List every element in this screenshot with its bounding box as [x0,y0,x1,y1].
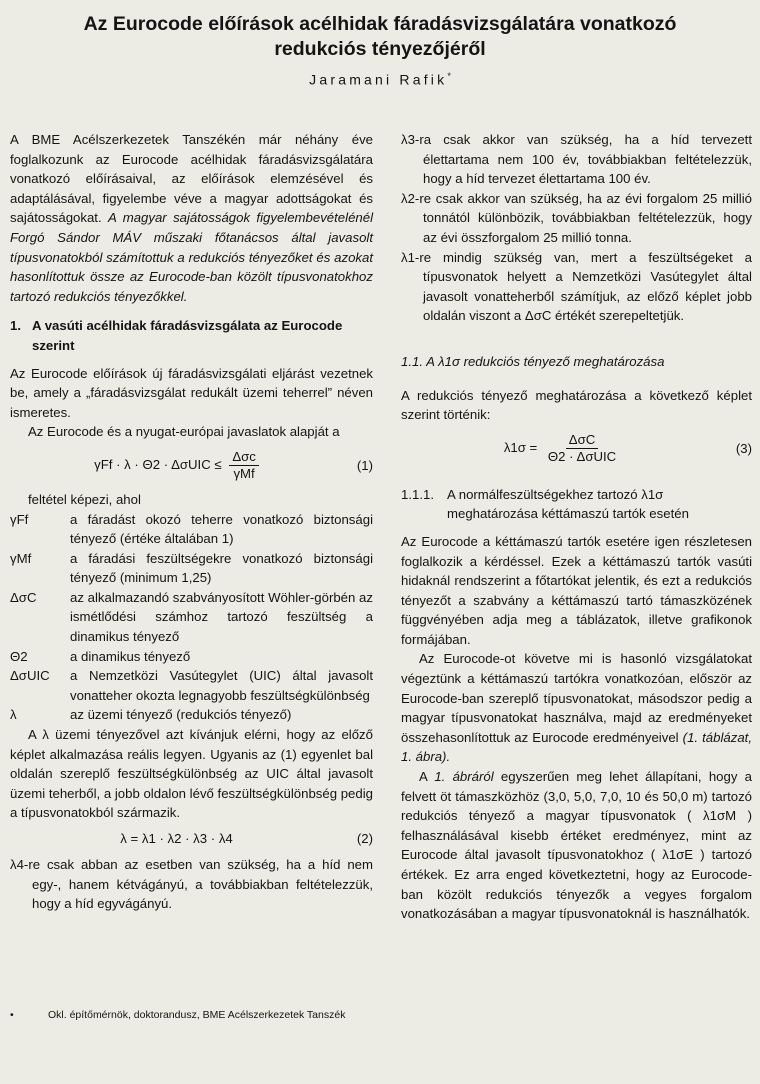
paragraph: Az Eurocode a kéttámaszú tartók esetére igen részletesen foglalkozik a kérdéssel. Ezek a kéttámaszú tartók vasúti hidaknál rendszerint a főtartókat jelentik, és ezt a redukciós tényezőt a szabvány a kéttámaszú tartó támaszközének függvényében adja meg a táblázatok, illetve grafikonok formájában. [401,533,752,647]
paragraph: A redukciós tényező meghatározása a következő képlet szerint történik: [401,387,752,423]
paragraph [401,649,752,767]
definition-symbol: ΔσC [10,589,37,605]
equation-body [10,449,343,482]
left-column [10,130,373,914]
definition-symbol: λ [10,707,17,723]
fraction-numerator: ΔσC [566,432,598,449]
figure-reference: 1. ábráról [434,769,494,785]
definition-row [10,510,373,549]
author-line [0,71,760,88]
right-column [401,130,752,924]
paragraph-text: A [419,769,428,785]
definition-row [10,588,373,647]
paragraph: Az Eurocode és a nyugat-európai javaslatok alapját a [28,424,340,440]
intro-paragraph [10,130,373,306]
article-title: Az Eurocode előírások acélhidak fáradásvizsgálatára vonatkozó redukciós tényezőjéről [83,13,677,60]
equation-number: (2) [356,831,373,847]
section-title: A vasúti acélhidak fáradásvizsgálata az Eurocode szerint [32,318,343,353]
paragraph-text: Az Eurocode-ot követve mi is hasonló vizsgálatokat végeztünk a kéttámaszú tartókra vonatkozóan, először az Eurocode-ban szereplő típusvonatokat, másodszor pedig a magyar típusvonatokat használva, majd az eredményeket összehasonlítottuk az Eurocode eredményeivel [401,651,752,745]
footnote-text: Okl. építőmérnök, doktorandusz, BME Acélszerkezetek Tanszék [48,1009,346,1021]
section-number: 1.1.1. [401,486,434,502]
definition-row [10,666,373,705]
definition-row [10,705,373,725]
paragraph [401,767,752,924]
equation-fraction [229,449,259,482]
section-title: A normálfeszültségekhez tartozó λ1σ meghatározása kéttámaszú tartók esetén [447,486,689,522]
definition-symbol: γFf [10,511,29,527]
definition-symbol: Θ2 [10,648,28,664]
lambda-3-note: λ3-ra csak akkor van szükség, ha a híd tervezett élettartama nem 100 év, továbbiakban feltételezzük, hogy a híd tervezet élettartama 100 év. [401,132,752,187]
equation-body: λ = λ1 · λ2 · λ3 · λ4 [120,831,233,847]
intro-plain-text: A BME Acélszerkezetek Tanszékén már néhány éve foglalkozunk az Eurocode acélhidak fáradásvizsgálatára vonatkozó előírásaival, az előírások elemzésével és adaptálásával, figyelembe véve a magyar adottságokat és sajátosságokat. [10,132,373,226]
lambda-2-note: λ2-re csak akkor van szükség, ha az évi forgalom 25 millió tonnától különbözik, továbbiakban feltételezzük, hogy az évi összforgalom 25 millió tonna. [401,190,752,245]
definition-symbol: ΔσUIC [10,668,50,684]
equation-number: (1) [356,458,373,474]
footnote-mark: • [10,1009,14,1021]
lambda-4-note: λ4-re csak abban az esetben van szükség, ha a híd nem egy-, hanem kétvágányú, a továbbiakban feltételezzük, hogy a híd egyvágányú. [10,857,373,912]
definition-text: a fáradási feszültségekre vonatkozó biztonsági tényező (minimum 1,25) [70,550,373,586]
equation-lhs: γFf · λ · Θ2 · ΔσUIC ≤ [94,457,222,473]
equation-3 [401,429,752,469]
intro-italic-text: A magyar sajátosságok figyelembevételénél Forgó Sándor MÁV műszaki főtanácsos által javasolt típusvonatokból számítottuk a redukciós tényezőket és azokat hasonlítottuk össze az Eurocode-ban közölt típusvonatokhoz tartozó redukciós tényezőkkel. [10,210,373,304]
paragraph: Az Eurocode előírások új fáradásvizsgálati eljárást vezetnek be, amely a „fáradásvizsgálat redukált üzemi teherrel” néven ismeretes. [10,365,373,420]
definition-row [10,549,373,588]
section-heading-1-1: 1.1. A λ1σ redukciós tényező meghatározása [401,353,665,369]
figure-reference: (1. táblázat, 1. ábra). [401,729,752,765]
equation-lhs: λ1σ = [503,440,538,456]
paragraph: A λ üzemi tényezővel azt kívánjuk elérni, hogy az előző képlet alkalmazása reális legyen. Ugyanis az (1) egyenlet bal oldalán szereplő feszültségkülönbség az UIC által javasolt üzemi teherből, a jobb oldalon lévő feszültségkülönbség pedig a típusvonatokból származik. [10,727,373,821]
fraction-denominator: Θ2 · ΔσUIC [547,449,617,465]
equation-number: (3) [735,440,752,456]
paragraph-text: egyszerűen meg lehet állapítani, hogy a felvett öt támaszközhöz (3,0, 5,0, 7,0, 10 és 50,0 m) tartozó redukciós tényező a magyar típusvonatok ( λ1σM ) felhasználásával kisebb értéket eredményez, mint az Eurocode által javasolt típusvonatokhoz ( λ1σE ) tartozó értékek. Ez arra enged következtetni, hogy az Eurocode-ban közölt redukciós tényezők a vegyes forgalom vonatkozásában a magyar típusvonatoknál is használhatók. [401,769,753,922]
author-name: Jaramani Rafik [309,71,448,88]
definition-row [10,647,373,667]
definition-text: a fáradást okozó teherre vonatkozó biztonsági tényező (értéke általában 1) [70,511,373,547]
section-heading-1-1-1 [401,485,752,524]
section-number: 1. [10,318,21,334]
equation-1 [10,446,373,486]
lambda-1-note: λ1-re mindig szükség van, mert a feszültségeket a típusvonatok helyett a Nemzetközi Vasútegylet által javasolt vonatteherből számítjuk, az előző képlet jobb oldalán viszont a ΔσC értékét szerepeltetjük. [401,249,752,324]
section-heading-1 [10,316,373,355]
author-footnote-mark: * [447,71,451,81]
definition-symbol: γMf [10,550,32,566]
definition-text: az alkalmazandó szabványosított Wöhler-görbén az ismétlődési számhoz tartozó feszültség a dinamikus tényező [70,589,373,645]
definition-text: a dinamikus tényező [70,648,191,664]
footnote [10,1009,345,1021]
equation-body [401,432,722,465]
symbol-definitions [10,510,373,726]
equation-2 [10,827,373,851]
fraction-denominator: γMf [233,466,255,482]
fraction-numerator: Δσc [229,449,259,466]
equation-fraction [545,432,619,465]
definition-text: az üzemi tényező (redukciós tényező) [70,707,292,723]
paragraph: feltétel képezi, ahol [28,491,141,507]
definition-text: a Nemzetközi Vasútegylet (UIC) által javasolt vonatteher okozta legnagyobb feszültségkülönbség [70,668,373,703]
